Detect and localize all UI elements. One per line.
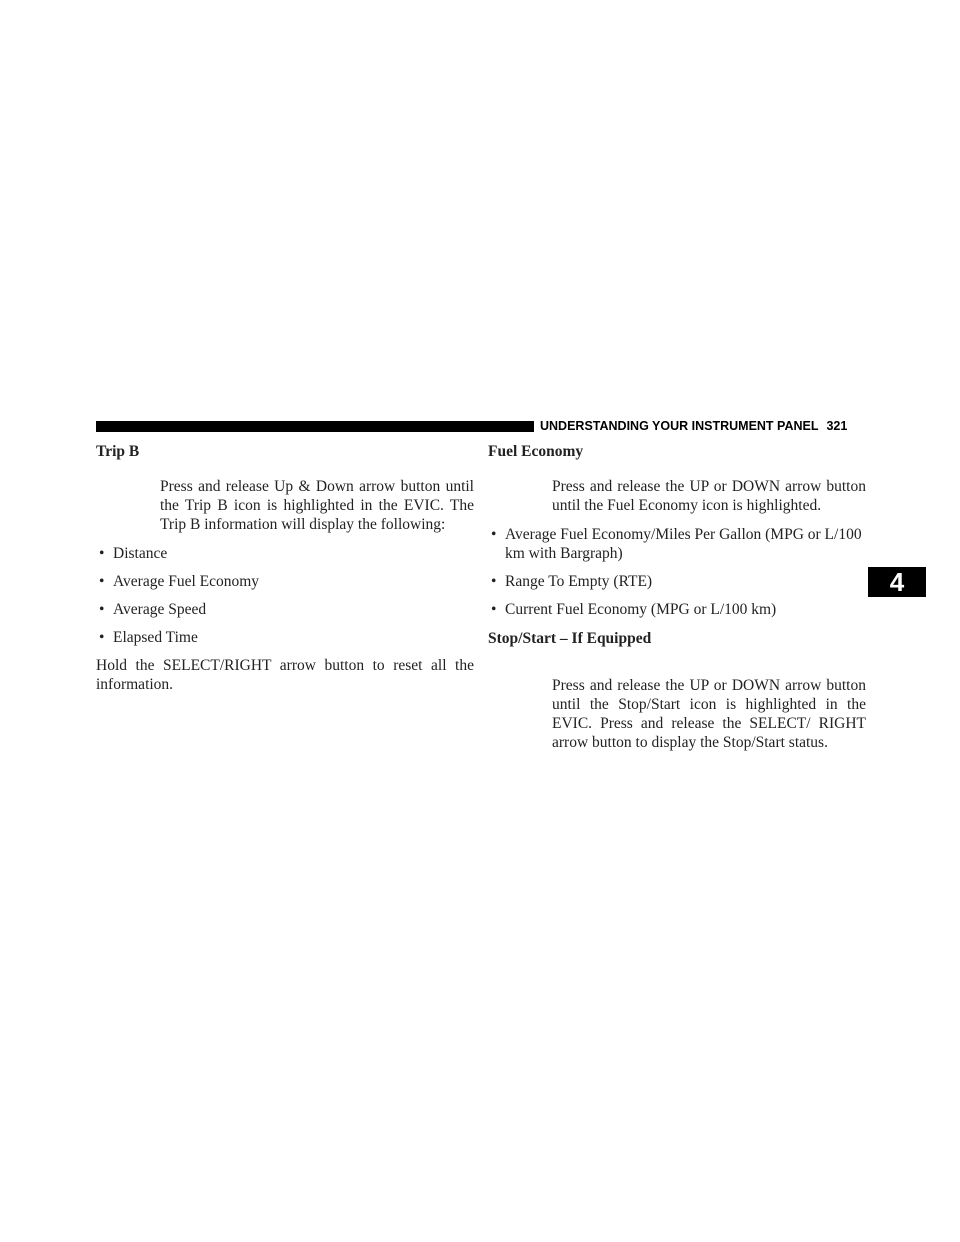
running-header: [540, 419, 864, 433]
list-item: • Range To Empty (RTE): [491, 573, 653, 590]
section-title: UNDERSTANDING YOUR INSTRUMENT PANEL: [540, 419, 819, 433]
bullet-icon: •: [99, 629, 105, 646]
fuel-economy-heading: Fuel Economy: [488, 443, 584, 460]
stop-start-heading: Stop/Start – If Equipped: [488, 630, 652, 647]
stop-start-intro: Press and release the UP or DOWN arrow button until the Stop/Start icon is highlighted in the EVIC. Press and release the SELECT/ RIGHT arrow button to display the Stop/Start status.: [552, 677, 866, 751]
bullet-icon: •: [491, 573, 497, 590]
list-item: • Current Fuel Economy (MPG or L/100 km): [491, 601, 777, 618]
chapter-tab: 4: [868, 567, 926, 597]
list-item: • Elapsed Time: [99, 629, 198, 646]
list-item: • Average Speed: [99, 601, 207, 618]
bullet-icon: •: [99, 545, 105, 562]
bullet-icon: •: [491, 526, 497, 543]
page-number: 321: [826, 419, 848, 433]
right-column: [488, 441, 866, 752]
header-rule: [96, 421, 534, 432]
fuel-economy-list: [488, 525, 866, 619]
left-column: [96, 441, 474, 694]
bullet-icon: •: [491, 601, 497, 618]
fuel-economy-intro: Press and release the UP or DOWN arrow button until the Fuel Economy icon is highlighted.: [552, 478, 866, 514]
trip-b-list: [96, 544, 474, 647]
bullet-icon: •: [99, 573, 105, 590]
list-item: • Average Fuel Economy: [99, 573, 260, 590]
trip-b-heading: Trip B: [96, 443, 140, 460]
trip-b-intro: Press and release Up & Down arrow button until the Trip B icon is highlighted in the EVIC. The Trip B information will display the following:: [160, 478, 474, 533]
trip-b-closing: Hold the SELECT/RIGHT arrow button to reset all the information.: [96, 657, 474, 693]
list-item: • Average Fuel Economy/Miles Per Gallon (MPG or L/100 km with Bargraph): [491, 526, 862, 562]
list-item: • Distance: [99, 545, 168, 562]
bullet-icon: •: [99, 601, 105, 618]
